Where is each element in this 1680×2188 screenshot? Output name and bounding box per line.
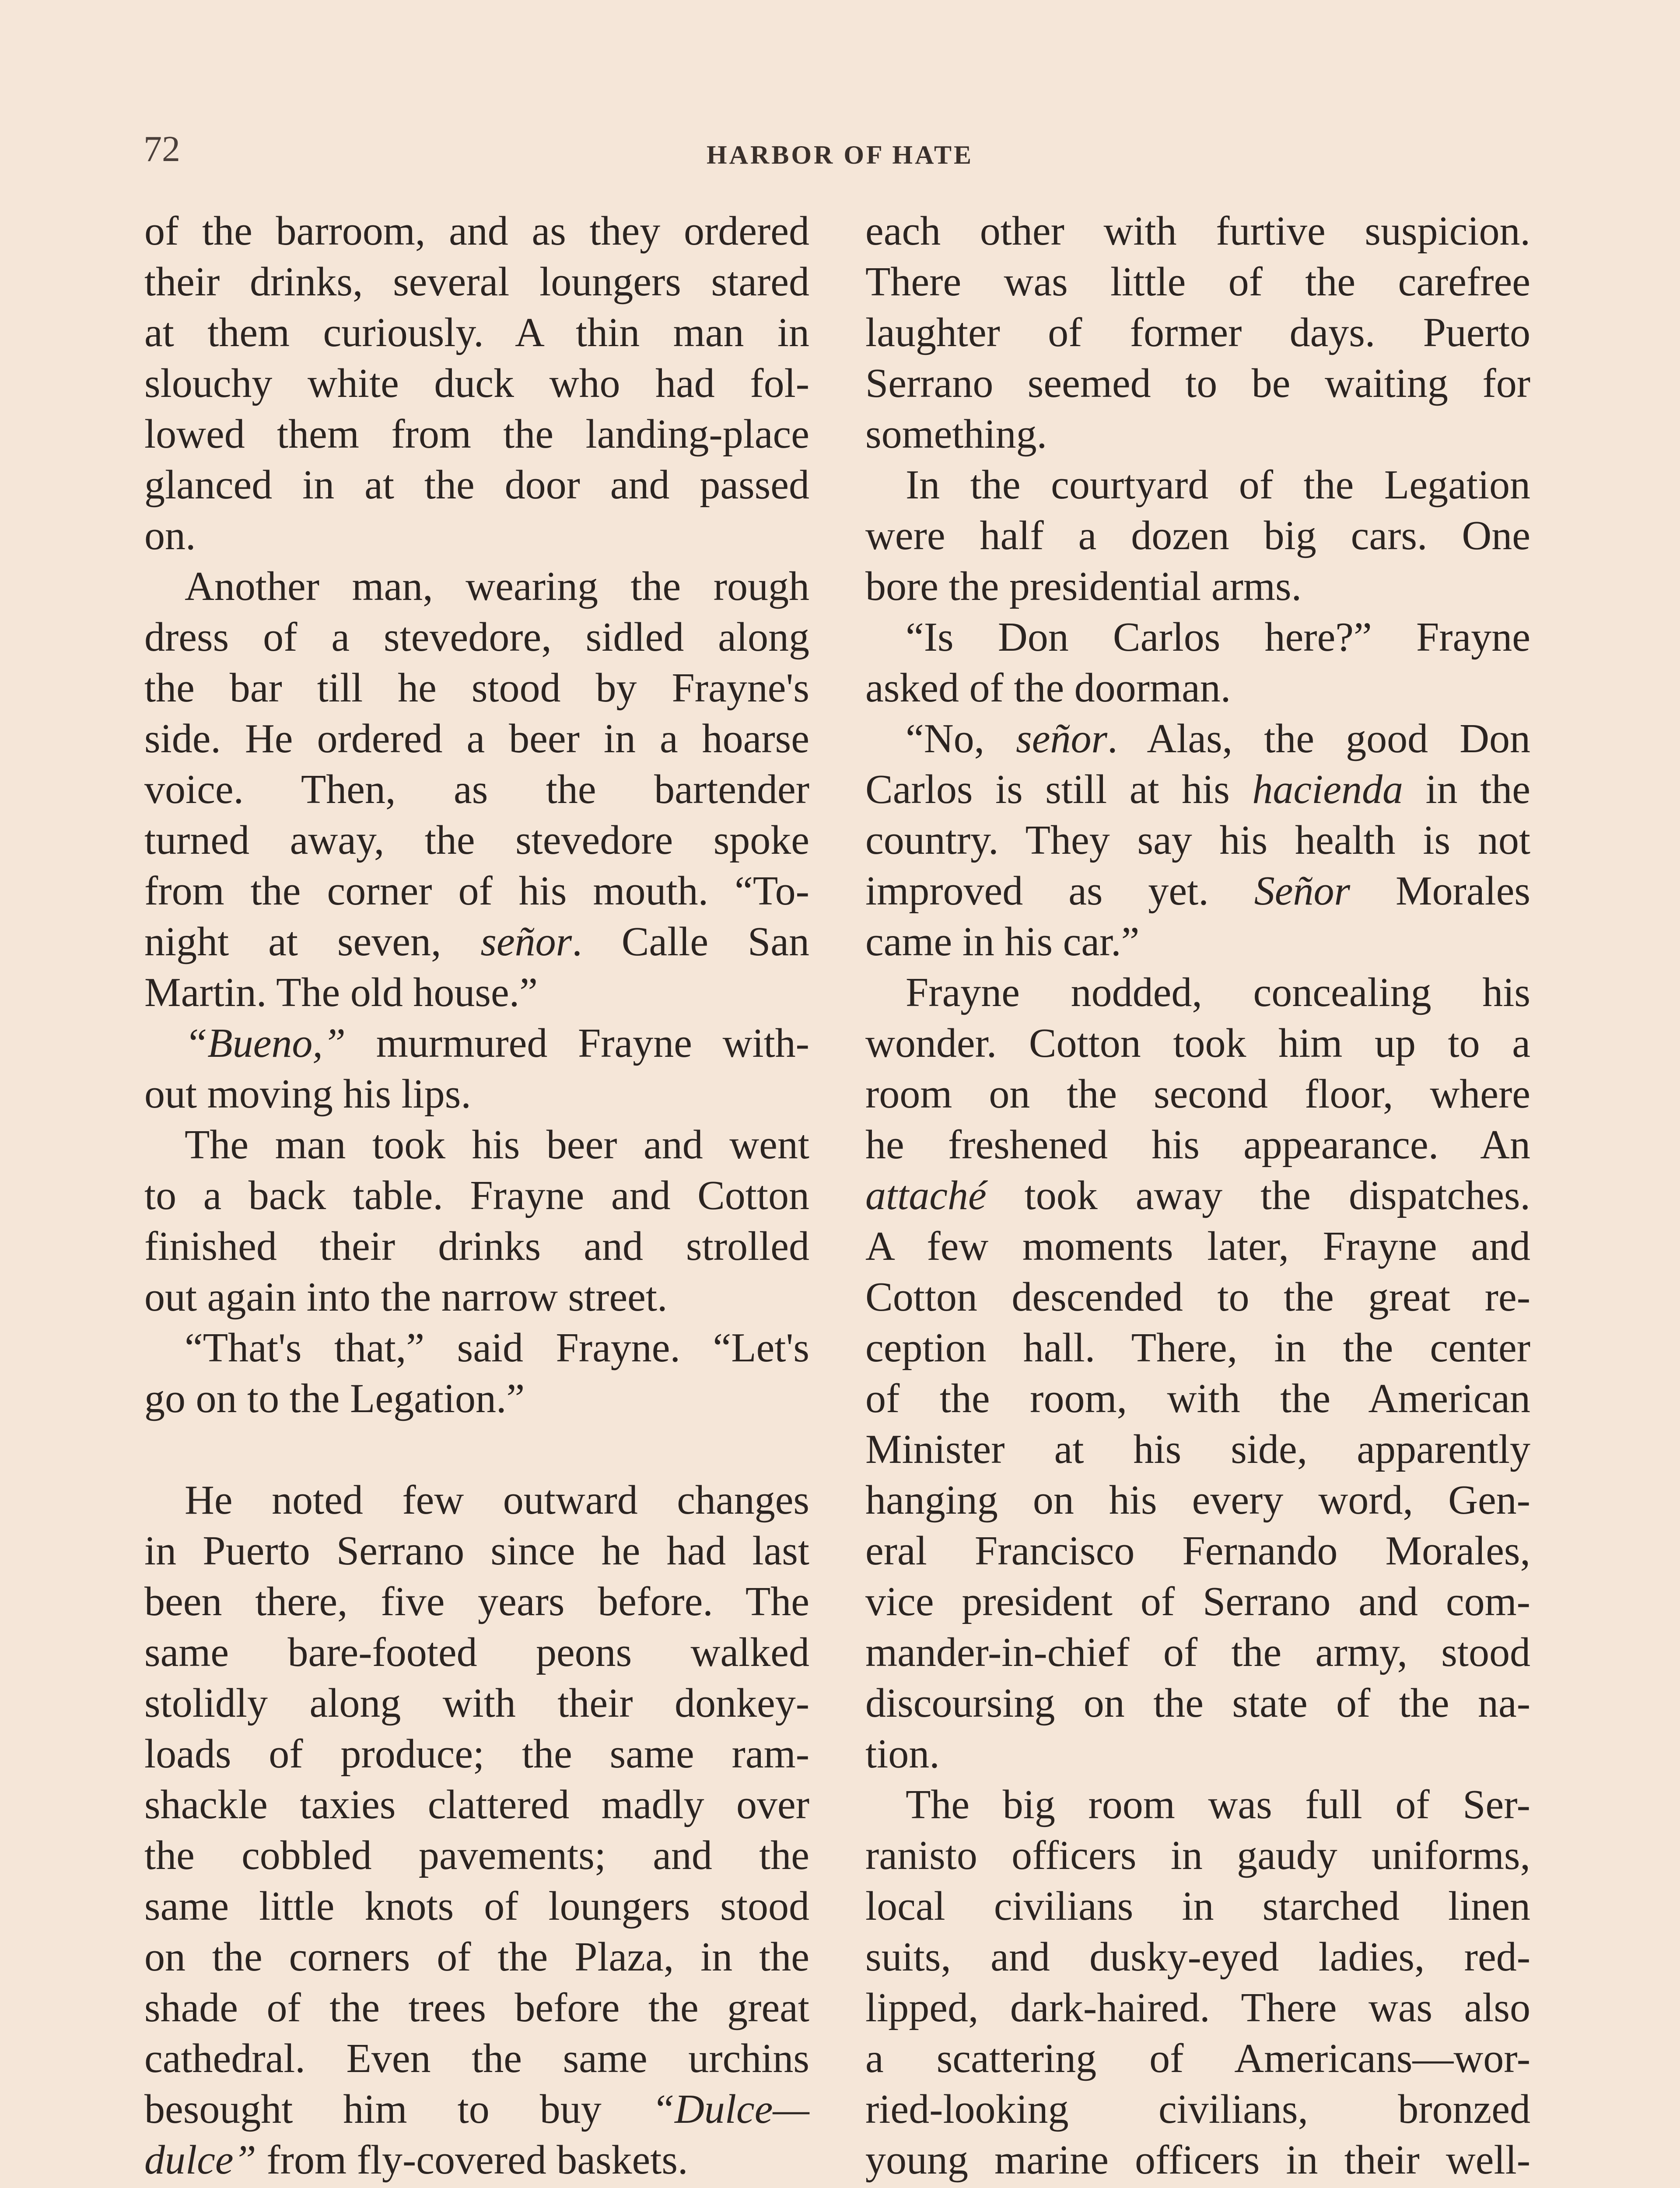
text-line: A few moments later, Frayne and	[865, 1224, 1530, 1269]
text-line: improved as yet. Señor Morales	[865, 868, 1530, 914]
text-line: vice president of Serrano and com-	[865, 1579, 1530, 1624]
text-line: eral Francisco Fernando Morales,	[865, 1528, 1530, 1574]
italic-word: señor	[1016, 716, 1108, 761]
paragraph	[865, 967, 1530, 1779]
text-line: turned away, the stevedore spoke	[144, 817, 809, 863]
italic-word: hacienda	[1252, 767, 1403, 812]
paragraph	[144, 561, 809, 1018]
italic-word: señor	[480, 919, 572, 964]
paragraph	[144, 1018, 809, 1119]
text-line: hanging on his every word, Gen-	[865, 1477, 1530, 1523]
text-line: local civilians in starched linen	[865, 1883, 1530, 1929]
text-line: In the courtyard of the Legation	[906, 462, 1530, 508]
text-line: Martin. The old house.”	[144, 970, 538, 1015]
paragraph	[865, 459, 1530, 612]
text-line: lowed them from the landing-place	[144, 411, 809, 457]
text-line: out again into the narrow street.	[144, 1274, 668, 1320]
text-line: voice. Then, as the bartender	[144, 767, 809, 812]
text-line: besought him to buy “Dulce—	[144, 2086, 809, 2132]
running-head: HARBOR OF HATE	[706, 140, 974, 169]
text-line: cathedral. Even the same urchins	[144, 2036, 809, 2081]
page-number: 72	[144, 129, 180, 169]
text-line: Minister at his side, apparently	[865, 1427, 1530, 1472]
text-line: night at seven, señor. Calle San	[144, 919, 809, 964]
text-line: from the corner of his mouth. “To-	[144, 868, 809, 914]
text-line: ception hall. There, in the center	[865, 1325, 1530, 1371]
text-line: laughter of former days. Puerto	[865, 310, 1530, 355]
text-line: “That's that,” said Frayne. “Let's	[185, 1325, 809, 1371]
text-line: in Puerto Serrano since he had last	[144, 1528, 809, 1574]
text-line: shade of the trees before the great	[144, 1985, 809, 2030]
text-line: finished their drinks and strolled	[144, 1224, 809, 1269]
text-line: the bar till he stood by Frayne's	[144, 665, 809, 711]
paragraph	[144, 2185, 809, 2188]
text-line: a scattering of Americans—wor-	[865, 2036, 1530, 2081]
text-line: Carlos is still at his hacienda in the	[865, 767, 1530, 812]
right-column	[865, 206, 1530, 2188]
text-line: the cobbled pavements; and the	[144, 1833, 809, 1878]
text-line: on.	[144, 513, 196, 558]
text-line: side. He ordered a beer in a hoarse	[144, 716, 809, 761]
text-line: glanced in at the door and passed	[144, 462, 809, 508]
text-line: stolidly along with their donkey-	[144, 1680, 809, 1726]
text-line: attaché took away the dispatches.	[865, 1173, 1530, 1218]
left-column	[144, 206, 809, 2188]
text-line: “Is Don Carlos here?” Frayne	[906, 614, 1530, 660]
text-line: The man took his beer and went	[185, 1122, 809, 1168]
text-line: came in his car.”	[865, 919, 1140, 964]
text-line: same bare-footed peons walked	[144, 1630, 809, 1675]
paragraph	[144, 206, 809, 561]
text-line: room on the second floor, where	[865, 1071, 1530, 1117]
text-line: lipped, dark-haired. There was also	[865, 1985, 1530, 2030]
text-line: he freshened his appearance. An	[865, 1122, 1530, 1168]
text-line: Another man, wearing the rough	[185, 564, 809, 609]
paragraph	[144, 1322, 809, 1424]
text-line: loads of produce; the same ram-	[144, 1731, 809, 1777]
paragraph	[865, 612, 1530, 713]
text-line: of the barroom, and as they ordered	[144, 208, 809, 254]
text-line: slouchy white duck who had fol-	[144, 361, 809, 406]
text-line	[144, 2185, 809, 2188]
text-line: wonder. Cotton took him up to a	[865, 1020, 1530, 1066]
text-line: discoursing on the state of the na-	[865, 1680, 1530, 1726]
text-line: at them curiously. A thin man in	[144, 310, 809, 355]
italic-word: attaché	[865, 1173, 987, 1218]
paragraph	[865, 713, 1530, 967]
text-line: Serrano seemed to be waiting for	[865, 361, 1530, 406]
text-line: asked of the doorman.	[865, 665, 1231, 711]
paragraph	[865, 206, 1530, 459]
paragraph	[144, 1119, 809, 1322]
text-line: “No, señor. Alas, the good Don	[906, 716, 1530, 761]
text-line: tion.	[865, 1731, 940, 1777]
text-line: to a back table. Frayne and Cotton	[144, 1173, 809, 1218]
text-line: go on to the Legation.”	[144, 1376, 525, 1421]
text-line: mander-in-chief of the army, stood	[865, 1630, 1530, 1675]
italic-word: “Bueno,”	[185, 1020, 346, 1066]
text-line: same little knots of loungers stood	[144, 1883, 809, 1929]
text-line: “Bueno,” murmured Frayne with-	[185, 1020, 809, 1066]
text-line: their drinks, several loungers stared	[144, 259, 809, 305]
text-line: ried-looking civilians, bronzed	[865, 2086, 1530, 2132]
text-line: Frayne nodded, concealing his	[906, 970, 1530, 1015]
text-line: of the room, with the American	[865, 1376, 1530, 1421]
text-line: suits, and dusky-eyed ladies, red-	[865, 1934, 1530, 1980]
text-line: dulce” from fly-covered baskets.	[144, 2137, 688, 2183]
text-line: shackle taxies clattered madly over	[144, 1782, 809, 1827]
text-line: on the corners of the Plaza, in the	[144, 1934, 809, 1980]
text-line: been there, five years before. The	[144, 1579, 809, 1624]
text-line	[865, 2185, 1530, 2188]
italic-word: dulce”	[144, 2137, 256, 2183]
text-line: out moving his lips.	[144, 1071, 471, 1117]
text-line: There was little of the carefree	[865, 259, 1530, 305]
text-line: The big room was full of Ser-	[906, 1782, 1530, 1827]
paragraph	[144, 1475, 809, 2185]
text-line: were half a dozen big cars. One	[865, 513, 1530, 558]
italic-word: “Dulce—	[651, 2086, 809, 2132]
text-line: bore the presidential arms.	[865, 564, 1302, 609]
text-line: each other with furtive suspicion.	[865, 208, 1530, 254]
text-line: young marine officers in their well-	[865, 2137, 1530, 2183]
paragraph	[865, 1779, 1530, 2188]
text-line: dress of a stevedore, sidled along	[144, 614, 809, 660]
text-line: something.	[865, 411, 1047, 457]
text-line: He noted few outward changes	[185, 1477, 809, 1523]
text-line: country. They say his health is not	[865, 817, 1530, 863]
italic-word: Señor	[1254, 868, 1351, 914]
text-line: Cotton descended to the great re-	[865, 1274, 1530, 1320]
text-line: ranisto officers in gaudy uniforms,	[865, 1833, 1530, 1878]
